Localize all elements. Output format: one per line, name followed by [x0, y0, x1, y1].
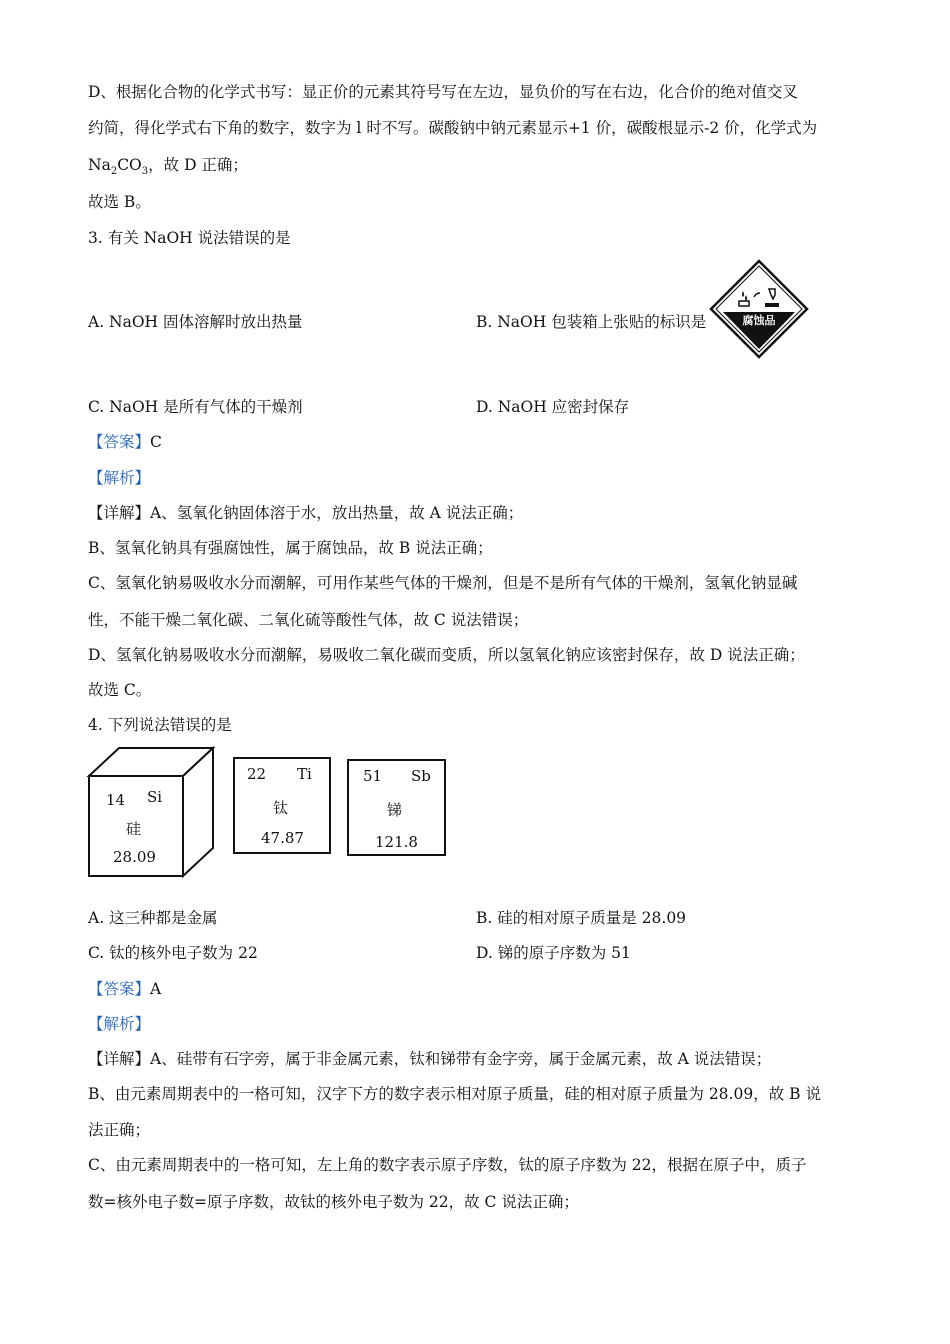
question-3-stem: 3. 有关 NaOH 说法错误的是	[88, 229, 291, 247]
q4-detail-b1: B、由元素周期表中的一格可知，汉字下方的数字表示相对原子质量，硅的相对原子质量为 28.09，故 B 说	[88, 1085, 821, 1103]
answer-tag: 【答案】	[88, 433, 151, 451]
sign-label: 腐蚀品	[742, 314, 776, 327]
q3-option-a: A. NaOH 固体溶解时放出热量	[88, 313, 303, 331]
answer-value: A	[150, 980, 162, 998]
formula-subscript: 3	[141, 166, 149, 178]
text-line: D、根据化合物的化学式书写：显正价的元素其符号写在左边，显负价的写在右边，化合价的绝对值交叉	[88, 83, 798, 101]
formula-part: CO	[117, 156, 142, 174]
detail-text: A、硅带有石字旁，属于非金属元素，钛和锑带有金字旁，属于金属元素，故 A 说法错误；	[150, 1050, 772, 1068]
element-tile-ti	[233, 757, 331, 854]
q4-option-d: D. 锑的原子序数为 51	[476, 944, 631, 962]
element-number: 14	[106, 791, 126, 809]
q3-detail-d: D、氢氧化钠易吸收水分而潮解，易吸收二氧化碳而变质，所以氢氧化钠应该密封保存，故 D 说法正确；	[88, 646, 805, 664]
formula-part: Na	[88, 156, 111, 174]
q3-choose: 故选 C。	[88, 681, 152, 699]
text-line: 约简，得化学式右下角的数字，数字为 l 时不写。碳酸钠中钠元素显示+1 价，碳酸根显示-2 价，化学式为	[88, 119, 818, 137]
question-4-stem: 4. 下列说法错误的是	[88, 716, 232, 734]
element-tile-si	[86, 746, 216, 878]
corrosive-hazard-sign	[709, 259, 809, 359]
formula-part: ，故 D 正确；	[148, 156, 248, 174]
answer-tag: 【答案】	[88, 980, 151, 998]
q4-detail-a	[88, 1049, 771, 1069]
element-symbol: Sb	[411, 767, 431, 785]
element-number: 51	[363, 767, 383, 785]
q3-detail-b: B、氢氧化钠具有强腐蚀性，属于腐蚀品，故 B 说法正确；	[88, 539, 493, 557]
element-mass: 28.09	[113, 848, 156, 866]
formula-line	[88, 155, 248, 182]
q4-detail-c1: C、由元素周期表中的一格可知，左上角的数字表示原子序数，钛的原子序数为 22，根据在原子中，质子	[88, 1156, 807, 1174]
q3-analysis-tag: 【解析】	[88, 469, 151, 487]
formula-subscript: 2	[110, 166, 118, 178]
answer-value: C	[150, 433, 162, 451]
element-symbol: Si	[147, 788, 163, 806]
element-symbol: Ti	[297, 765, 312, 783]
q3-option-c: C. NaOH 是所有气体的干燥剂	[88, 398, 303, 416]
element-tile-sb	[347, 759, 446, 856]
q4-option-b: B. 硅的相对原子质量是 28.09	[476, 909, 687, 927]
q4-answer	[88, 979, 161, 999]
element-mass: 121.8	[375, 833, 418, 851]
detail-text: A、氢氧化钠固体溶于水，放出热量，故 A 说法正确；	[150, 504, 524, 522]
q3-detail-c2: 性，不能干燥二氧化碳、二氧化硫等酸性气体，故 C 说法错误；	[88, 611, 529, 629]
q4-detail-b2: 法正确；	[88, 1121, 151, 1139]
q3-detail-c1: C、氢氧化钠易吸收水分而潮解，可用作某些气体的干燥剂，但是不是所有气体的干燥剂，氢氧化钠显碱	[88, 574, 798, 592]
element-name: 钛	[273, 799, 289, 817]
choose-line: 故选 B。	[88, 193, 151, 211]
q3-detail-a	[88, 503, 523, 523]
q3-option-b: B. NaOH 包装箱上张贴的标识是	[476, 313, 707, 331]
q3-option-d: D. NaOH 应密封保存	[476, 398, 630, 416]
q4-option-a: A. 这三种都是金属	[88, 909, 218, 927]
q4-detail-c2: 数=核外电子数=原子序数，故钛的核外电子数为 22，故 C 说法正确；	[88, 1193, 579, 1211]
element-name: 硅	[126, 820, 142, 838]
detail-tag: 【详解】	[88, 1050, 151, 1068]
q4-analysis-tag: 【解析】	[88, 1015, 151, 1033]
element-number: 22	[247, 765, 267, 783]
q3-answer	[88, 432, 162, 452]
element-name: 锑	[387, 801, 403, 819]
element-mass: 47.87	[261, 829, 304, 847]
detail-tag: 【详解】	[88, 504, 151, 522]
q4-option-c: C. 钛的核外电子数为 22	[88, 944, 258, 962]
